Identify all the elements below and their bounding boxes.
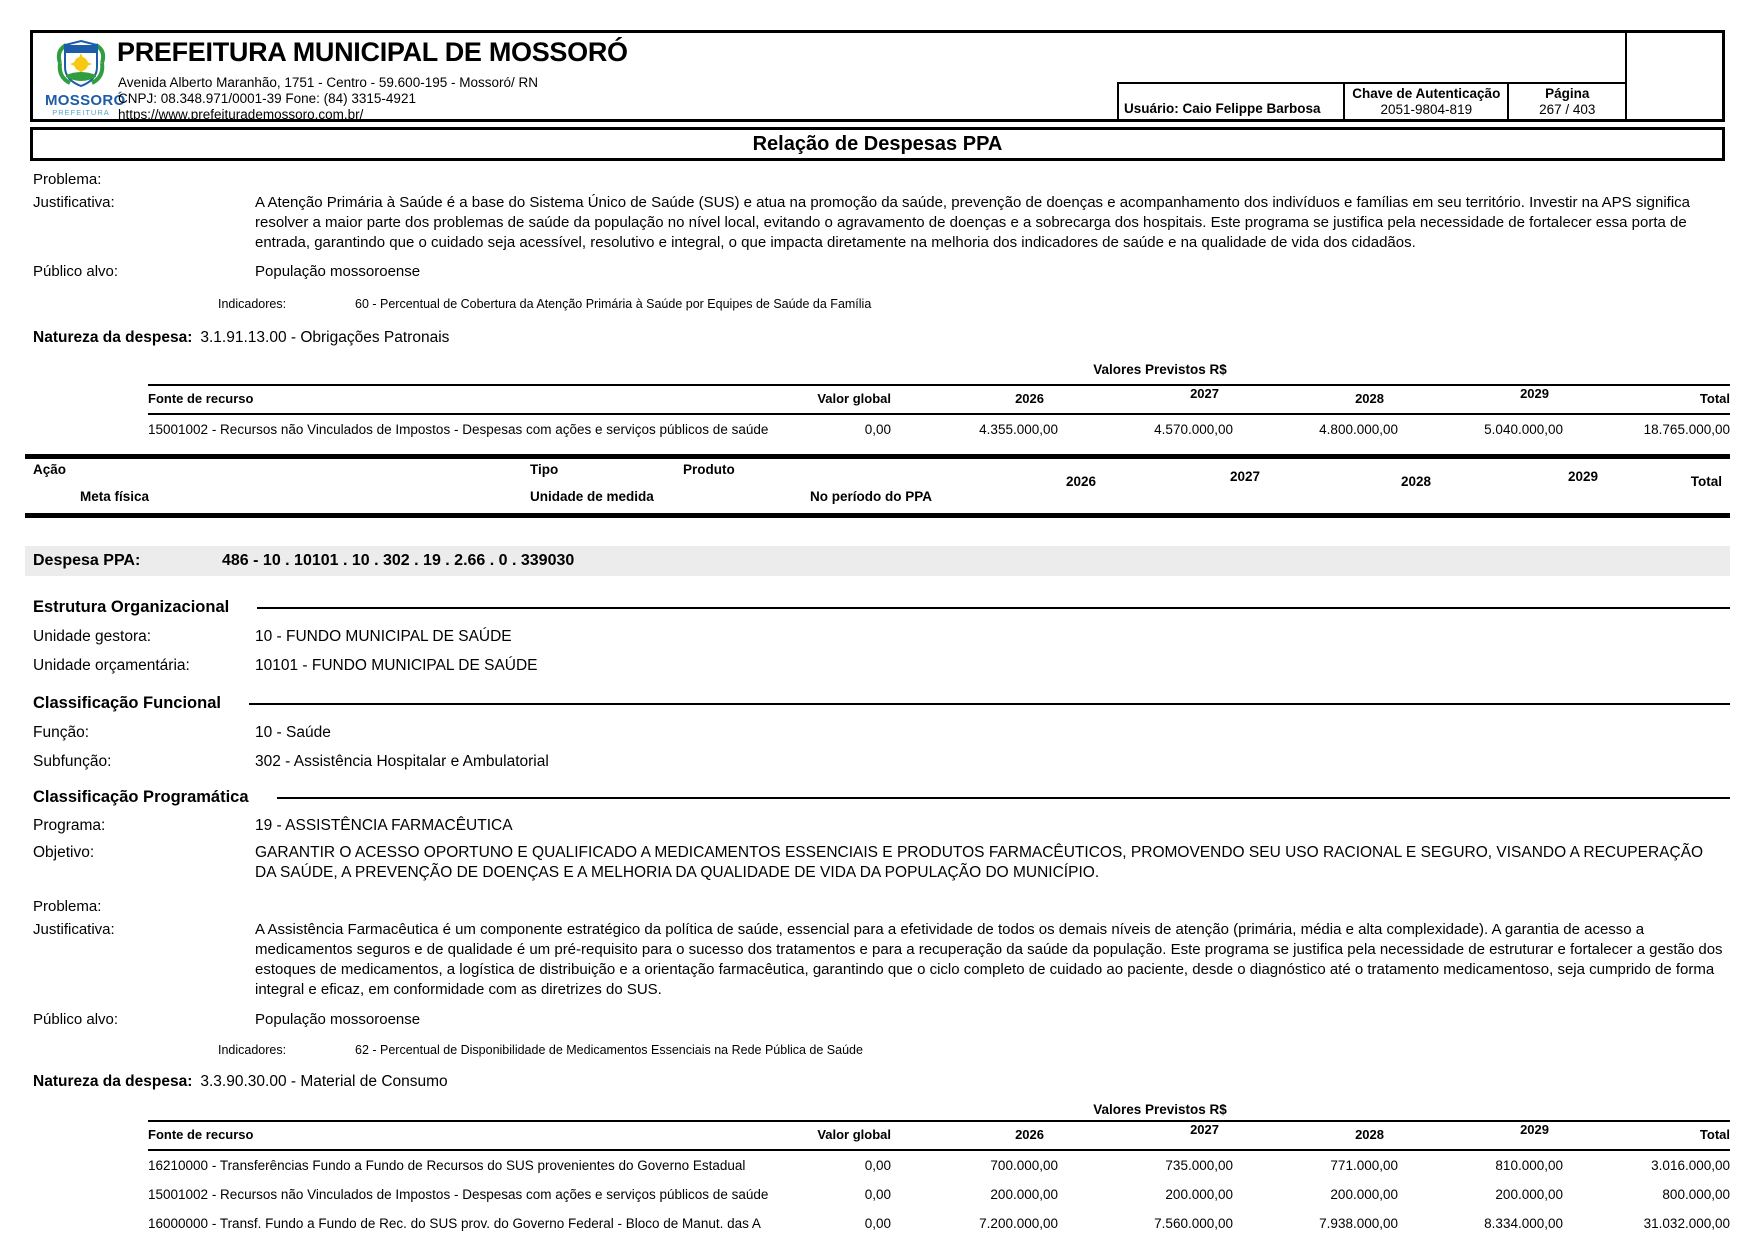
cell-2029: 810.000,00	[1495, 1158, 1563, 1173]
cell-valor-global: 0,00	[864, 1158, 891, 1173]
section-heading: Classificação Funcional	[33, 694, 221, 712]
cell-fonte: 16000000 - Transf. Fundo a Fundo de Rec. do SUS prov. do Governo Federal - Bloco de Manut. das A	[148, 1216, 761, 1231]
field-value: População mossoroense	[255, 263, 421, 280]
field-value: 3.1.91.13.00 - Obrigações Patronais	[200, 329, 450, 346]
auth-key-cell	[1345, 84, 1509, 119]
organization-title: PREFEITURA MUNICIPAL DE MOSSORÓ	[117, 37, 628, 67]
col-header-2027: 2027	[1190, 386, 1219, 401]
unidade-medida-label: Unidade de medida	[530, 489, 654, 504]
section-classificacao-programatica	[25, 788, 1730, 807]
field-value: A Atenção Primária à Saúde é a base do Sistema Único de Saúde (SUS) e atua na promoção da saúde, prevenção de doenças e acompanhamento dos indivíduos e famílias em seu território. Investir na APS significa resolver a maior parte dos problemas de saúde da população no nível local, evitando o agravamento de doenças e a sobrecarga dos hospitais. Este programa se justifica pela necessidade de fortalecer essa porta de entrada, garantindo que o cuidado seja acessível, resolutivo e integral, o que impacta diretamente na melhoria dos indicadores de saúde e na qualidade de vida dos cidadãos.	[255, 194, 1691, 251]
field-label: Público alvo:	[33, 1011, 119, 1028]
cell-2026: 7.200.000,00	[979, 1216, 1058, 1231]
field-label: Problema:	[33, 171, 102, 188]
user-cell: Usuário: Caio Felippe Barbosa	[1119, 84, 1345, 119]
table-header-row	[148, 384, 1730, 415]
cell-fonte: 15001002 - Recursos não Vinculados de Impostos - Despesas com ações e serviços públicos de saúde	[148, 1187, 769, 1202]
field-value: 10 - Saúde	[255, 724, 331, 741]
auth-key-value: 2051-9804-819	[1380, 102, 1473, 117]
field-publico-alvo	[25, 262, 1730, 282]
field-label: Subfunção:	[33, 753, 112, 770]
valores-previstos-title: Valores Previstos R$	[1093, 1102, 1227, 1117]
logo-city-name: MOSSORÓ	[45, 92, 126, 109]
field-problema	[25, 170, 1730, 190]
field-value: 10 - FUNDO MUNICIPAL DE SAÚDE	[255, 628, 512, 645]
field-objetivo	[25, 843, 1730, 883]
cell-2029: 200.000,00	[1495, 1187, 1563, 1202]
field-problema	[25, 897, 1730, 917]
field-label: Natureza da despesa:	[33, 1073, 193, 1090]
col-header-2029: 2029	[1520, 1122, 1549, 1137]
cell-fonte: 15001002 - Recursos não Vinculados de Impostos - Despesas com ações e serviços públicos de saúde	[148, 422, 769, 437]
field-value: 302 - Assistência Hospitalar e Ambulatorial	[255, 753, 549, 770]
despesa-ppa-bar	[25, 546, 1730, 576]
field-value: 62 - Percentual de Disponibilidade de Medicamentos Essenciais na Rede Pública de Saúde	[355, 1043, 863, 1057]
col-header-fonte: Fonte de recurso	[148, 1127, 254, 1142]
page-number-cell	[1509, 84, 1625, 119]
despesa-ppa-label: Despesa PPA:	[33, 552, 141, 569]
field-value: População mossoroense	[255, 1011, 421, 1028]
acao-year-2027: 2027	[1229, 469, 1260, 484]
report-body	[0, 170, 1755, 1240]
field-label: Natureza da despesa:	[33, 329, 193, 346]
field-label: Público alvo:	[33, 263, 119, 280]
field-value: 60 - Percentual de Cobertura da Atenção Primária à Saúde por Equipes de Saúde da Família	[355, 297, 872, 311]
acao-year-2028: 2028	[1400, 474, 1431, 489]
header-empty-box	[1625, 33, 1722, 119]
cell-2027: 200.000,00	[1165, 1187, 1233, 1202]
field-programa	[25, 816, 1730, 836]
cell-2027: 735.000,00	[1165, 1158, 1233, 1173]
cell-2026: 4.355.000,00	[979, 422, 1058, 437]
cell-total: 31.032.000,00	[1643, 1216, 1730, 1231]
cell-2029: 5.040.000,00	[1484, 422, 1563, 437]
section-heading: Classificação Programática	[33, 788, 249, 806]
table-row	[148, 1209, 1730, 1238]
field-value: GARANTIR O ACESSO OPORTUNO E QUALIFICADO A MEDICAMENTOS ESSENCIAIS E PRODUTOS FARMACÊUTICOS, PROMOVENDO SEU USO RACIONAL E SEGURO, VISANDO A RECUPERAÇÃO DA SAÚDE, A PREVENÇÃO DE DOENÇAS E A MELHORIA DA QUALIDADE DE VIDA DA POPULAÇÃO DO MUNICÍPIO.	[255, 844, 1704, 881]
cell-total: 18.765.000,00	[1643, 422, 1730, 437]
table-header-row	[148, 1120, 1730, 1151]
section-estrutura-organizacional	[25, 598, 1730, 617]
col-header-valor-global: Valor global	[817, 1127, 891, 1142]
field-label: Programa:	[33, 817, 106, 834]
field-funcao	[25, 723, 1730, 743]
field-value: 19 - ASSISTÊNCIA FARMACÊUTICA	[255, 817, 513, 834]
field-label: Justificativa:	[33, 921, 115, 938]
field-value	[255, 897, 1730, 917]
field-natureza-despesa	[25, 1072, 1730, 1092]
fonte-recurso-table	[148, 384, 1730, 444]
field-indicadores	[25, 1042, 1730, 1058]
cell-total: 800.000,00	[1662, 1187, 1730, 1202]
cnpj-phone-line: CNPJ: 08.348.971/0001-39 Fone: (84) 3315-4921	[118, 91, 416, 106]
acao-year-2029: 2029	[1567, 469, 1598, 484]
table-row	[148, 1180, 1730, 1209]
field-unidade-orcamentaria	[25, 656, 1730, 676]
mossoro-logo	[45, 37, 126, 117]
field-label: Unidade orçamentária:	[33, 657, 190, 674]
meta-fisica-label: Meta física	[80, 489, 150, 504]
field-unidade-gestora	[25, 627, 1730, 647]
col-header-2028: 2028	[1355, 391, 1384, 406]
acao-year-2026: 2026	[1065, 474, 1096, 489]
cell-total: 3.016.000,00	[1651, 1158, 1730, 1173]
mossoro-crest-icon	[52, 37, 110, 89]
heading-rule	[249, 703, 1730, 705]
acao-header-section	[25, 459, 1730, 513]
cell-valor-global: 0,00	[864, 1187, 891, 1202]
field-indicadores	[25, 296, 1730, 312]
cell-2026: 200.000,00	[990, 1187, 1058, 1202]
section-divider	[25, 513, 1730, 518]
field-value	[255, 170, 1730, 190]
cell-2027: 4.570.000,00	[1154, 422, 1233, 437]
table-row	[148, 1151, 1730, 1180]
field-label: Indicadores:	[218, 1043, 287, 1057]
field-label: Problema:	[33, 898, 102, 915]
col-header-total: Total	[1699, 391, 1730, 406]
col-header-total: Total	[1699, 1127, 1730, 1142]
section-classificacao-funcional	[25, 694, 1730, 713]
acao-label: Ação	[33, 462, 67, 477]
cell-valor-global: 0,00	[864, 1216, 891, 1231]
cell-valor-global: 0,00	[864, 422, 891, 437]
cell-2028: 7.938.000,00	[1319, 1216, 1398, 1231]
field-label: Justificativa:	[33, 194, 115, 211]
produto-label: Produto	[683, 462, 735, 477]
cell-2028: 200.000,00	[1330, 1187, 1398, 1202]
field-label: Função:	[33, 724, 90, 741]
field-publico-alvo	[25, 1010, 1730, 1030]
field-justificativa	[25, 193, 1730, 253]
valores-previstos-title: Valores Previstos R$	[1093, 362, 1227, 377]
page-number-value: 267 / 403	[1539, 102, 1596, 117]
table-row	[148, 415, 1730, 444]
field-label: Indicadores:	[218, 297, 287, 311]
cell-2026: 700.000,00	[990, 1158, 1058, 1173]
periodo-ppa-label: No período do PPA	[810, 489, 932, 504]
auth-key-label: Chave de Autenticação	[1352, 86, 1501, 101]
page-number-label: Página	[1545, 86, 1590, 101]
cell-2029: 8.334.000,00	[1484, 1216, 1563, 1231]
organization-address-block	[118, 75, 538, 123]
tipo-label: Tipo	[530, 462, 559, 477]
website-link[interactable]: https://www.prefeiturademossoro.com.br/	[118, 107, 364, 122]
section-heading: Estrutura Organizacional	[33, 598, 230, 616]
despesa-ppa-code: 486 - 10 . 10101 . 10 . 302 . 19 . 2.66 . 0 . 339030	[222, 552, 575, 569]
page-header	[30, 30, 1725, 122]
auth-info-table	[1117, 82, 1625, 119]
cell-2028: 771.000,00	[1330, 1158, 1398, 1173]
field-subfuncao	[25, 752, 1730, 772]
field-natureza-despesa	[25, 328, 1730, 348]
cell-fonte: 16210000 - Transferências Fundo a Fundo de Recursos do SUS provenientes do Governo Estadual	[148, 1158, 746, 1173]
col-header-valor-global: Valor global	[817, 391, 891, 406]
heading-rule	[277, 797, 1730, 799]
field-label: Objetivo:	[33, 844, 95, 861]
acao-total-label: Total	[1690, 474, 1722, 489]
cell-2027: 7.560.000,00	[1154, 1216, 1233, 1231]
field-justificativa	[25, 920, 1730, 1000]
report-title: Relação de Despesas PPA	[752, 132, 1003, 155]
address-line: Avenida Alberto Maranhão, 1751 - Centro - 59.600-195 - Mossoró/ RN	[118, 75, 538, 90]
cell-2028: 4.800.000,00	[1319, 422, 1398, 437]
field-value: 3.3.90.30.00 - Material de Consumo	[200, 1073, 448, 1090]
fonte-recurso-table	[148, 1120, 1730, 1238]
field-value: A Assistência Farmacêutica é um componente estratégico da política de saúde, essencial para a efetividade de todos os demais níveis de atenção (primária, média e alta complexidade). A garantia de acesso a medicamentos seguros e de qualidade é um pré-requisito para o sucesso dos tratamentos e para a recuperação da saúde da população. Este programa se justifica pela necessidade de estruturar e fortalecer a gestão dos estoques de medicamentos, a logística de distribuição e a orientação farmacêutica, garantindo que o ciclo completo de cuidado ao paciente, desde o diagnóstico até o tratamento medicamentoso, seja cumprido de forma integral e eficaz, em conformidade com as diretrizes do SUS.	[255, 921, 1723, 998]
col-header-fonte: Fonte de recurso	[148, 391, 254, 406]
report-title-bar	[30, 127, 1725, 161]
field-label: Unidade gestora:	[33, 628, 152, 645]
heading-rule	[257, 607, 1730, 609]
col-header-2027: 2027	[1190, 1122, 1219, 1137]
field-value: 10101 - FUNDO MUNICIPAL DE SAÚDE	[255, 657, 538, 674]
col-header-2026: 2026	[1015, 1127, 1044, 1142]
col-header-2029: 2029	[1520, 386, 1549, 401]
col-header-2028: 2028	[1355, 1127, 1384, 1142]
col-header-2026: 2026	[1015, 391, 1044, 406]
logo-subtitle: PREFEITURA	[52, 108, 110, 117]
